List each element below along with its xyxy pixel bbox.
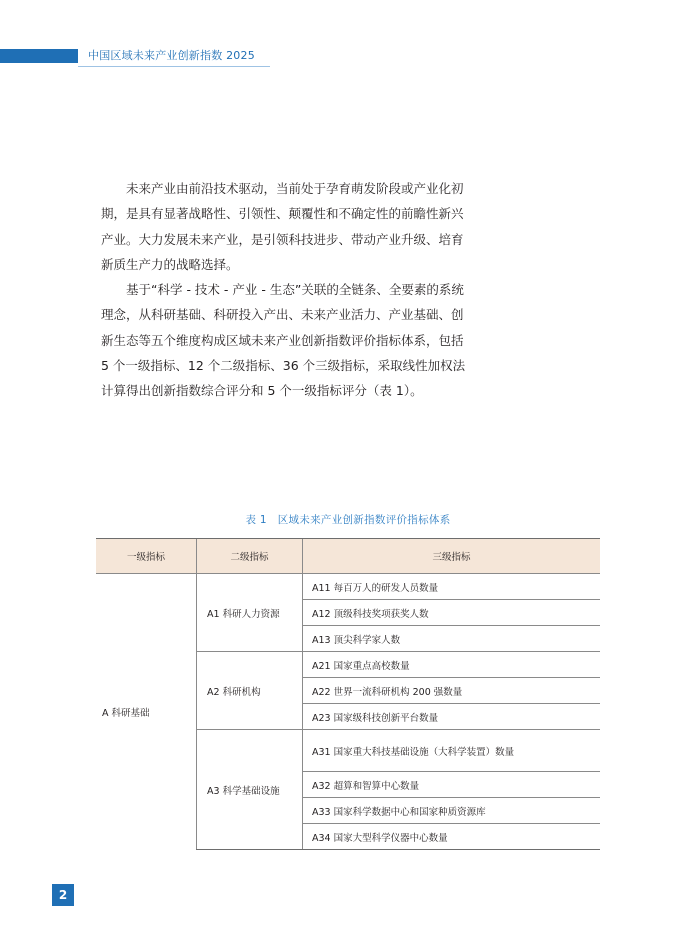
level3-cell: A13 顶尖科学家人数 (303, 626, 601, 652)
table-row (96, 574, 600, 600)
indicator-table (96, 538, 600, 850)
level3-cell: A11 每百万人的研发人员数量 (303, 574, 601, 600)
level3-cell: A32 超算和智算中心数量 (303, 772, 601, 798)
level2-cell: A1 科研人力资源 (197, 574, 303, 652)
paragraph: 未来产业由前沿技术驱动，当前处于孕育萌发阶段或产业化初期，是具有显著战略性、引领性、颠覆性和不确定性的前瞻性新兴产业。大力发展未来产业，是引领科技进步、带动产业升级、培育新质生产力的战略选择。 (101, 181, 464, 272)
column-header: 三级指标 (303, 539, 601, 574)
level2-cell: A2 科研机构 (197, 652, 303, 730)
paragraph: 基于“科学 - 技术 - 产业 - 生态”关联的全链条、全要素的系统理念，从科研基础、科研投入产出、未来产业活力、产业基础、创新生态等五个维度构成区域未来产业创新指数评价指标体系，包括 5 个一级指标、12 个二级指标、36 个三级指标，采取线性加权法计算得出创新指数综合评分和 5 个一级指标评分（表 1）。 (101, 282, 466, 399)
header-rule (78, 66, 270, 67)
header-accent-strip (0, 49, 78, 63)
level3-cell: A34 国家大型科学仪器中心数量 (303, 824, 601, 850)
level3-cell: A21 国家重点高校数量 (303, 652, 601, 678)
level2-cell: A3 科学基础设施 (197, 730, 303, 850)
level3-cell: A22 世界一流科研机构 200 强数量 (303, 678, 601, 704)
level3-cell: A23 国家级科技创新平台数量 (303, 704, 601, 730)
running-header (0, 45, 284, 68)
running-header-title: 中国区域未来产业创新指数 2025 (88, 49, 255, 62)
column-header: 二级指标 (197, 539, 303, 574)
page-number: 2 (52, 884, 74, 906)
level3-cell: A12 顶级科技奖项获奖人数 (303, 600, 601, 626)
body-text (101, 176, 471, 404)
table-header-row (96, 539, 600, 574)
level3-cell: A33 国家科学数据中心和国家种质资源库 (303, 798, 601, 824)
level3-cell: A31 国家重大科技基础设施（大科学装置）数量 (303, 730, 601, 772)
level1-cell: A 科研基础 (102, 707, 150, 719)
column-header: 一级指标 (96, 539, 197, 574)
table-caption: 表 1 区域未来产业创新指数评价指标体系 (245, 514, 451, 526)
